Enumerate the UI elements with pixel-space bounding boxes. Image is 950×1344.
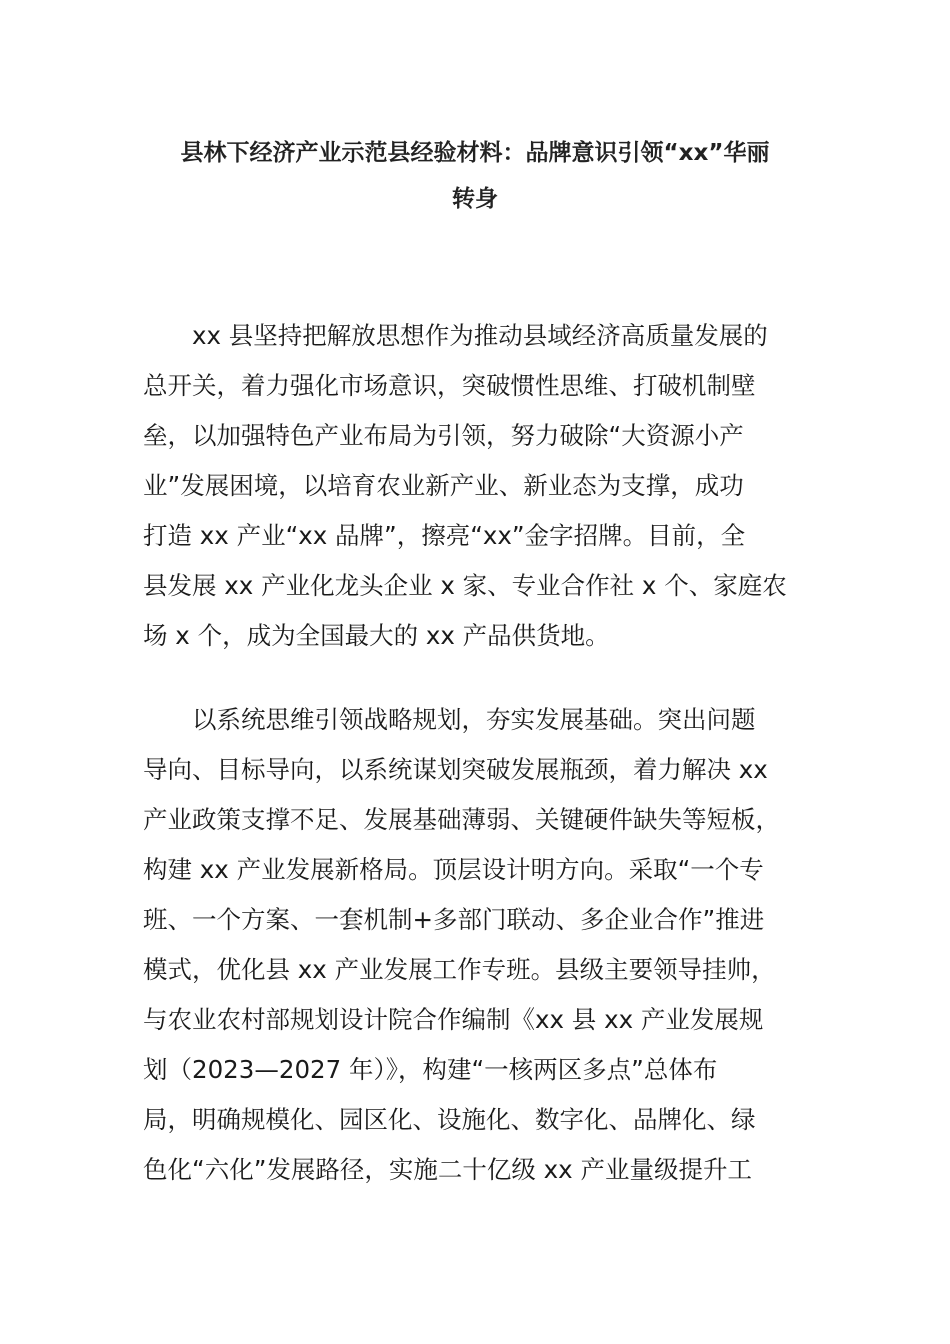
paragraph-line: 以系统思维引领战略规划，夯实发展基础。突出问题 (143, 705, 756, 734)
paragraph-line: 模式，优化县 xx 产业发展工作专班。县级主要领导挂帅， (143, 955, 776, 984)
paragraph-line: 局，明确规模化、园区化、设施化、数字化、品牌化、绿 (143, 1105, 756, 1134)
paragraph-2 (143, 695, 807, 1195)
paragraph-line: 产业政策支撑不足、发展基础薄弱、关键硬件缺失等短板， (143, 805, 780, 834)
paragraph-line: 县发展 xx 产业化龙头企业 x 家、专业合作社 x 个、家庭农 (143, 571, 787, 600)
paragraph-line: xx 县坚持把解放思想作为推动县域经济高质量发展的 (143, 321, 768, 350)
document-title (140, 130, 810, 222)
paragraph-line: 班、一个方案、一套机制+多部门联动、多企业合作”推进 (143, 905, 765, 934)
paragraph-line: 垒，以加强特色产业布局为引领，努力破除“大资源小产 (143, 421, 744, 450)
paragraph-line: 导向、目标导向，以系统谋划突破发展瓶颈，着力解决 xx (143, 755, 768, 784)
paragraph-line: 色化“六化”发展路径，实施二十亿级 xx 产业量级提升工 (143, 1155, 752, 1184)
paragraph-line: 业”发展困境，以培育农业新产业、新业态为支撑，成功 (143, 471, 744, 500)
paragraph-line: 划（2023—2027 年）》，构建“一核两区多点”总体布 (143, 1055, 718, 1084)
paragraph-line: 打造 xx 产业“xx 品牌”，擦亮“xx”金字招牌。目前，全 (143, 521, 746, 550)
paragraph-1 (143, 311, 807, 661)
paragraph-line: 场 x 个，成为全国最大的 xx 产品供货地。 (143, 621, 610, 650)
title-line-2: 转身 (452, 186, 498, 212)
paragraph-line: 与农业农村部规划设计院合作编制《xx 县 xx 产业发展规 (143, 1005, 764, 1034)
paragraph-line: 构建 xx 产业发展新格局。顶层设计明方向。采取“一个专 (143, 855, 764, 884)
title-line-1: 县林下经济产业示范县经验材料：品牌意识引领“xx”华丽 (180, 140, 770, 166)
paragraph-line: 总开关，着力强化市场意识，突破惯性思维、打破机制壁 (143, 371, 756, 400)
